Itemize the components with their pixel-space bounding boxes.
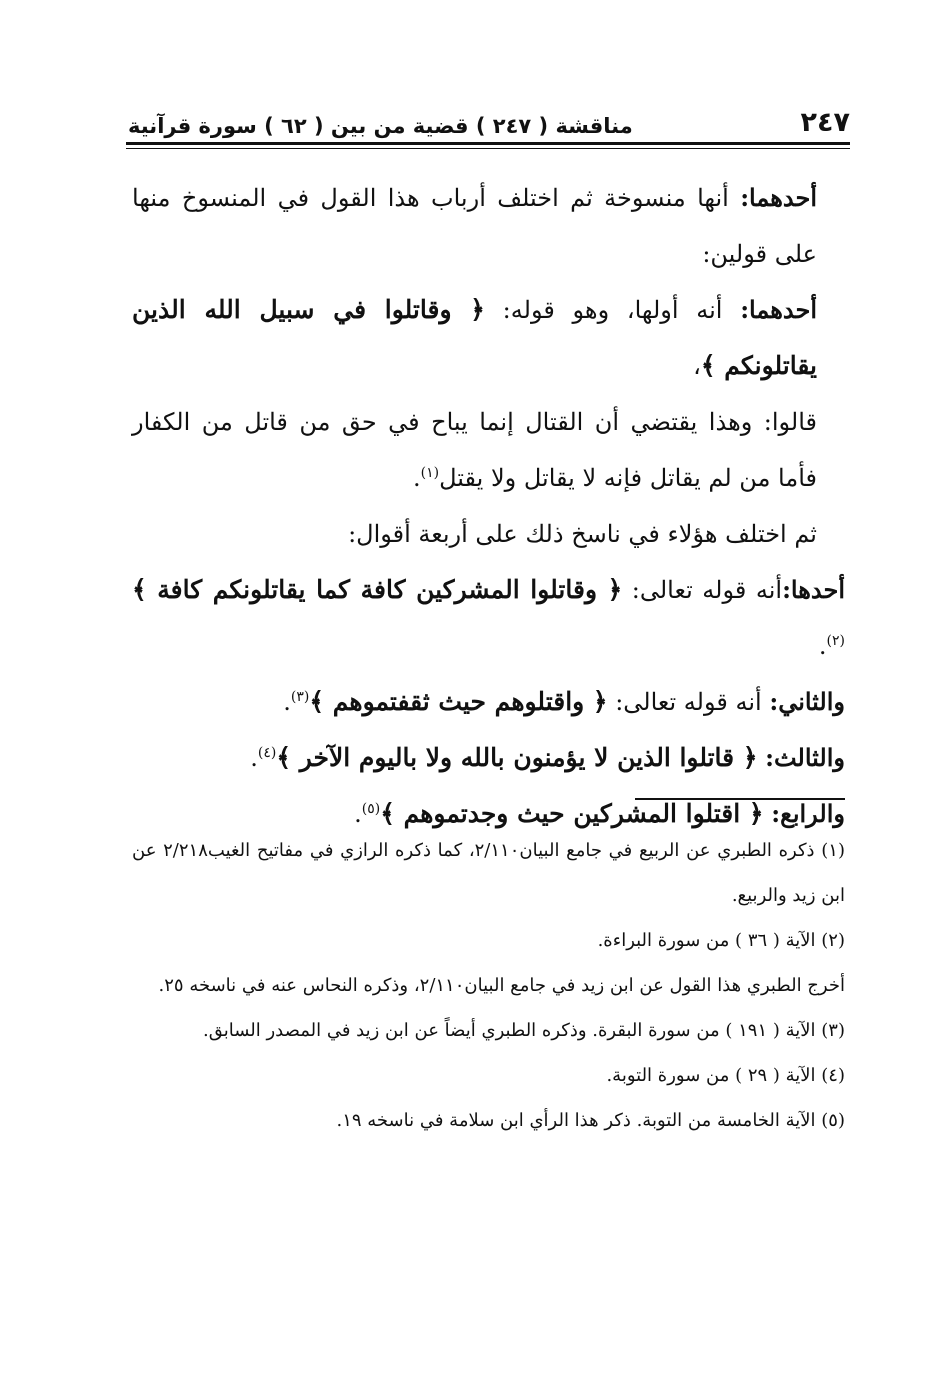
page-number: ٢٤٧: [800, 107, 850, 138]
paragraph-3: [132, 394, 845, 506]
punctuation: ،: [693, 352, 701, 380]
quran-verse: ﴿ اقتلوا المشركين حيث وجدتموهم ﴾: [380, 799, 764, 828]
footnote-ref-3[interactable]: (٣): [290, 689, 310, 705]
footnote-ref-1[interactable]: (١): [420, 465, 440, 481]
punctuation: .: [412, 464, 421, 492]
paragraph-text: [757, 744, 765, 772]
quran-verse: ﴿ وقاتلوا في سبيل الله الذين يقاتلونكم ﴾: [132, 295, 817, 380]
main-text: [132, 170, 845, 842]
paragraph-4: [132, 506, 845, 562]
paragraph-label: أحدهما:: [740, 183, 817, 212]
running-title: مناقشة ( ٢٤٧ ) قضية من بين ( ٦٢ ) سورة قرآنية: [128, 114, 633, 138]
paragraph-2: [132, 282, 845, 394]
paragraph-label: أحدها:: [782, 575, 845, 604]
footnote-ref-4[interactable]: (٤): [257, 745, 277, 761]
paragraph-text: أنه أولها، وهو قوله:: [484, 296, 741, 324]
footnotes: [132, 828, 845, 1143]
paragraph-label: والثاني:: [769, 687, 845, 716]
footnote-2-continued: أخرج الطبري هذا القول عن ابن زيد في جامع البيان٢/١١٠، وذكره النحاس عنه في ناسخه ٢٥.: [158, 975, 845, 996]
paragraph-text: أنها منسوخة ثم اختلف أرباب هذا القول في المنسوخ منها على قولين:: [132, 184, 817, 268]
paragraph-text: أنه قوله تعالى:: [622, 576, 783, 604]
punctuation: .: [250, 744, 258, 772]
header-rule: [126, 142, 850, 145]
footnote-separator: [635, 798, 845, 800]
quran-verse: ﴿ وقاتلوا المشركين كافة كما يقاتلونكم كافة ﴾: [132, 575, 623, 604]
quran-verse: ﴿ واقتلوهم حيث ثقفتموهم ﴾: [309, 687, 608, 716]
paragraph-text: قالوا: وهذا يقتضي أن القتال إنما يباح في حق من قاتل من الكفار فأما من لم يقاتل فإنه لا يقاتل ولا يقتل: [132, 408, 817, 492]
footnote-ref-5[interactable]: (٥): [361, 801, 381, 817]
paragraph-text: ثم اختلف هؤلاء في ناسخ ذلك على أربعة أقوال:: [348, 520, 817, 548]
punctuation: .: [354, 800, 362, 828]
paragraph-label: والثالث:: [765, 743, 845, 772]
punctuation: .: [818, 632, 827, 660]
quran-verse: ﴿ قاتلوا الذين لا يؤمنون بالله ولا باليوم الآخر ﴾: [276, 743, 758, 772]
footnote-ref-2[interactable]: (٢): [826, 633, 845, 649]
footnote-4: (٤) الآية ( ٢٩ ) من سورة التوبة.: [606, 1065, 845, 1086]
paragraph-6: [132, 674, 845, 730]
footnote-5: (٥) الآية الخامسة من التوبة. ذكر هذا الرأي ابن سلامة في ناسخه ١٩.: [336, 1110, 845, 1131]
paragraph-label: أحدهما:: [740, 295, 817, 324]
page-header: [128, 98, 850, 138]
paragraph-7: [132, 730, 845, 786]
footnote-1: (١) ذكره الطبري عن الربيع في جامع البيان٢/١١٠، كما ذكره الرازي في مفاتيح الغيب٢/٢١٨ عن ابن زيد والربيع.: [132, 840, 845, 906]
footnote-3: (٣) الآية ( ١٩١ ) من سورة البقرة. وذكره الطبري أيضاً عن ابن زيد في المصدر السابق.: [203, 1020, 845, 1041]
footnote-2: (٢) الآية ( ٣٦ ) من سورة البراءة.: [597, 930, 845, 951]
header-rule-thin: [126, 148, 850, 149]
paragraph-text: أنه قوله تعالى:: [607, 688, 770, 716]
punctuation: .: [283, 688, 291, 716]
paragraph-label: والرابع:: [771, 799, 845, 828]
paragraph-1: [132, 170, 845, 282]
paragraph-5: [132, 562, 845, 674]
